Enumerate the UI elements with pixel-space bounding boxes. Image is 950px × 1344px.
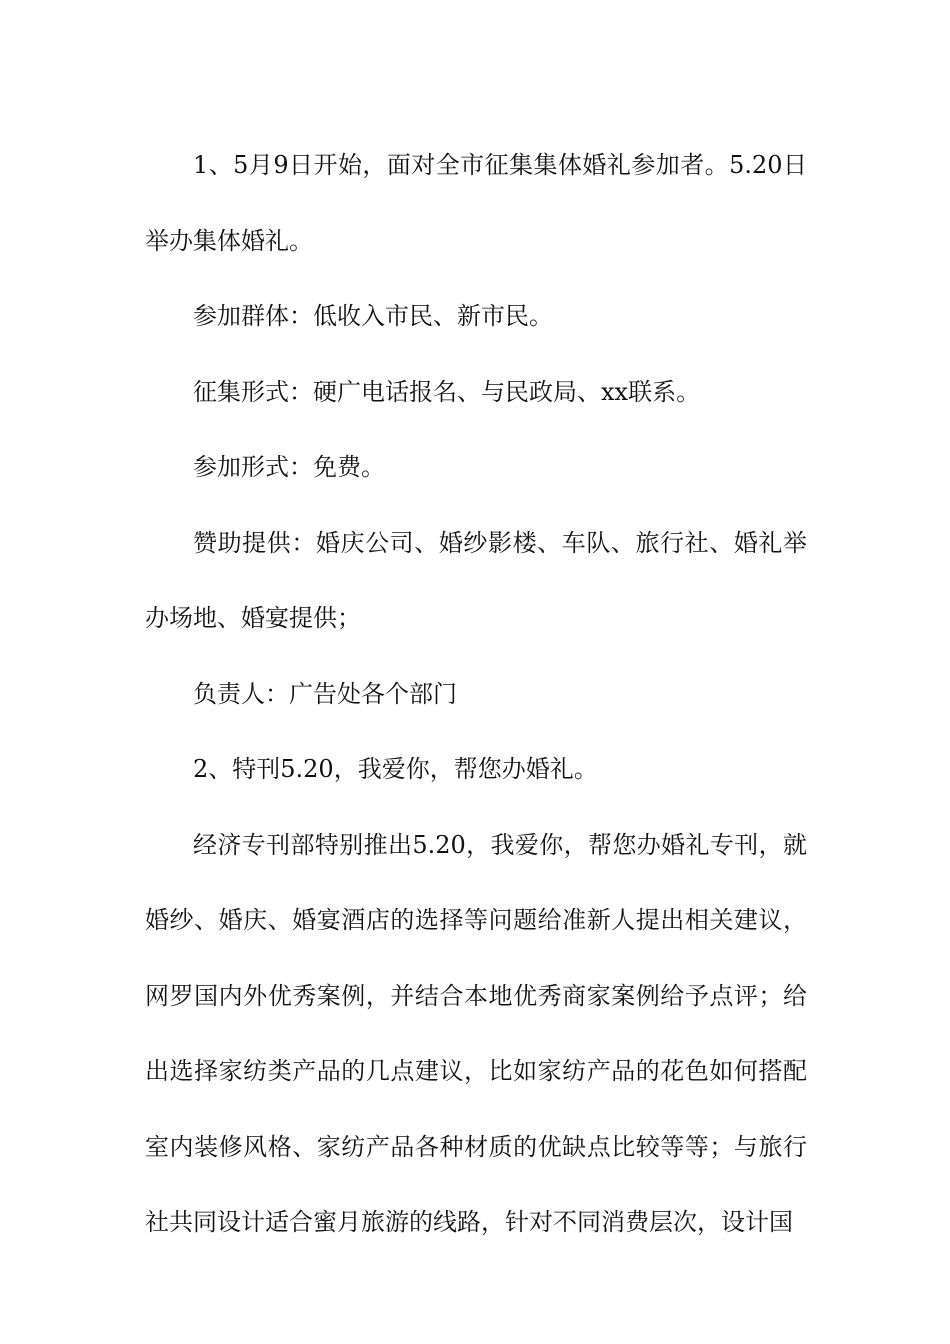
document-body: [145, 128, 807, 1261]
paragraph-collection-method: 征集形式：硬广电话报名、与民政局、xx联系。: [193, 377, 701, 406]
paragraph-event-schedule: 1、5月9日开始，面对全市征集集体婚礼参加者。5.20日举办集体婚礼。: [145, 151, 807, 255]
paragraph-special-issue-heading: 2、特刊5.20，我爱你，帮您办婚礼。: [193, 755, 598, 783]
paragraph-special-issue-details: 经济专刊部特别推出5.20，我爱你，帮您办婚礼专刊，就婚纱、婚庆、婚宴酒店的选择等问题给准新人提出相关建议，网罗国内外优秀案例，并结合本地优秀商家案例给予点评；给出选择家纺类产品的几点建议，比如家纺产品的花色如何搭配室内装修风格、家纺产品各种材质的优缺点比较等等；与旅行社共同设计适合蜜月旅游的线路，针对不同消费层次，设计国: [145, 830, 807, 1236]
paragraph-sponsors: 赞助提供：婚庆公司、婚纱影楼、车队、旅行社、婚礼举办场地、婚宴提供；: [145, 528, 807, 632]
paragraph-participation-fee: 参加形式：免费。: [193, 453, 385, 481]
paragraph-responsible-party: 负责人：广告处各个部门: [193, 679, 457, 708]
paragraph-participant-group: 参加群体：低收入市民、新市民。: [193, 302, 553, 330]
